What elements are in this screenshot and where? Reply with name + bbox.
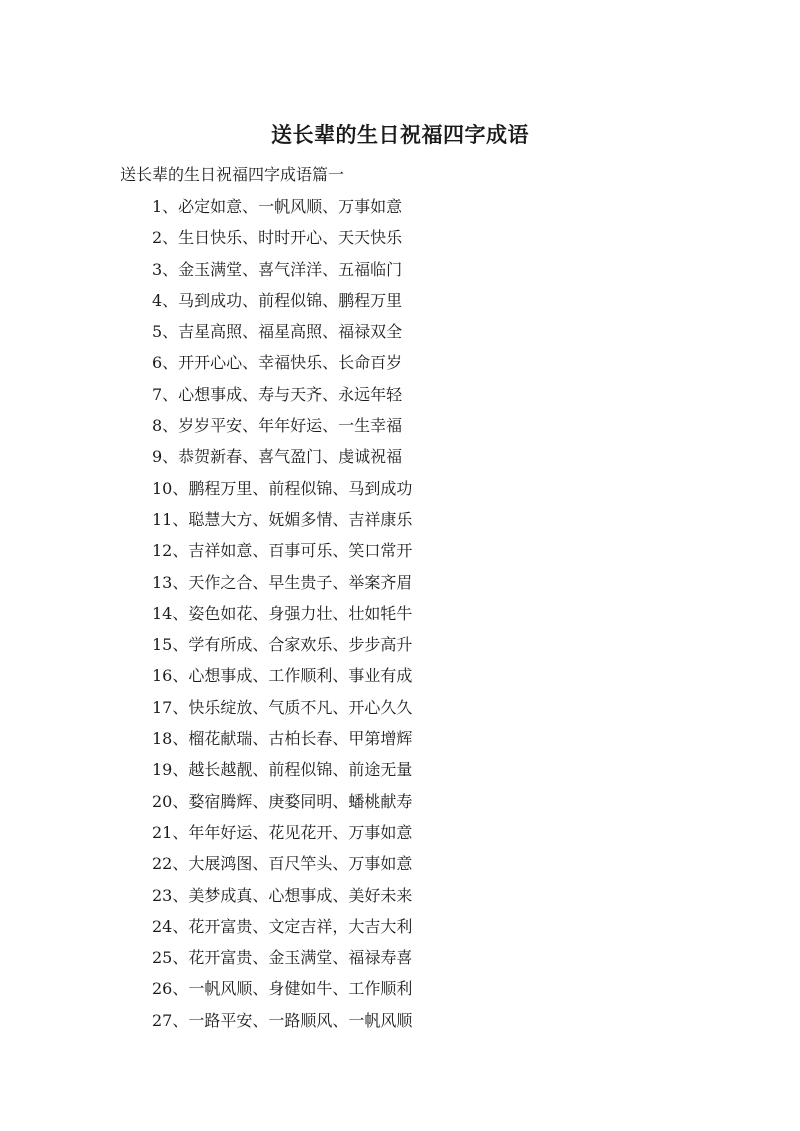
list-item: 23、美梦成真、心想事成、美好未来 xyxy=(152,885,413,905)
list-item: 13、天作之合、早生贵子、举案齐眉 xyxy=(152,572,413,592)
list-item: 4、马到成功、前程似锦、鹏程万里 xyxy=(152,290,403,310)
list-item: 12、吉祥如意、百事可乐、笑口常开 xyxy=(152,541,413,561)
list-item: 25、花开富贵、金玉满堂、福禄寿喜 xyxy=(152,948,413,968)
list-item: 27、一路平安、一路顺风、一帆风顺 xyxy=(152,1010,413,1030)
list-item: 10、鹏程万里、前程似锦、马到成功 xyxy=(152,478,413,498)
document-title: 送长辈的生日祝福四字成语 xyxy=(271,123,529,147)
list-item: 2、生日快乐、时时开心、天天快乐 xyxy=(152,228,403,248)
list-item: 19、越长越靓、前程似锦、前途无量 xyxy=(152,760,413,780)
list-item: 22、大展鸿图、百尺竿头、万事如意 xyxy=(152,854,413,874)
list-item: 11、聪慧大方、妩媚多情、吉祥康乐 xyxy=(152,509,413,529)
section-heading: 送长辈的生日祝福四字成语篇一 xyxy=(120,165,345,184)
list-item: 18、榴花献瑞、古柏长春、甲第增辉 xyxy=(152,729,413,749)
list-item: 6、开开心心、幸福快乐、长命百岁 xyxy=(152,353,403,373)
list-item: 14、姿色如花、身强力壮、壮如牦牛 xyxy=(152,603,413,623)
list-item: 24、花开富贵、文定吉祥，大吉大利 xyxy=(152,916,413,936)
list-item: 17、快乐绽放、气质不凡、开心久久 xyxy=(152,697,413,717)
list-item: 9、恭贺新春、喜气盈门、虔诚祝福 xyxy=(152,447,403,467)
list-item: 16、心想事成、工作顺利、事业有成 xyxy=(152,666,413,686)
list-item: 5、吉星高照、福星高照、福禄双全 xyxy=(152,322,403,342)
list-item: 21、年年好运、花见花开、万事如意 xyxy=(152,822,413,842)
list-item: 3、金玉满堂、喜气洋洋、五福临门 xyxy=(152,259,403,279)
list-item: 8、岁岁平安、年年好运、一生幸福 xyxy=(152,416,403,436)
list-item: 15、学有所成、合家欢乐、步步高升 xyxy=(152,635,413,655)
list-item: 7、心想事成、寿与天齐、永远年轻 xyxy=(152,384,403,404)
list-item: 1、必定如意、一帆风顺、万事如意 xyxy=(152,197,403,216)
idiom-list xyxy=(152,191,412,1036)
list-item: 20、婺宿腾辉、庚婺同明、蟠桃献寿 xyxy=(152,791,413,811)
list-item: 26、一帆风顺、身健如牛、工作顺利 xyxy=(152,979,413,999)
